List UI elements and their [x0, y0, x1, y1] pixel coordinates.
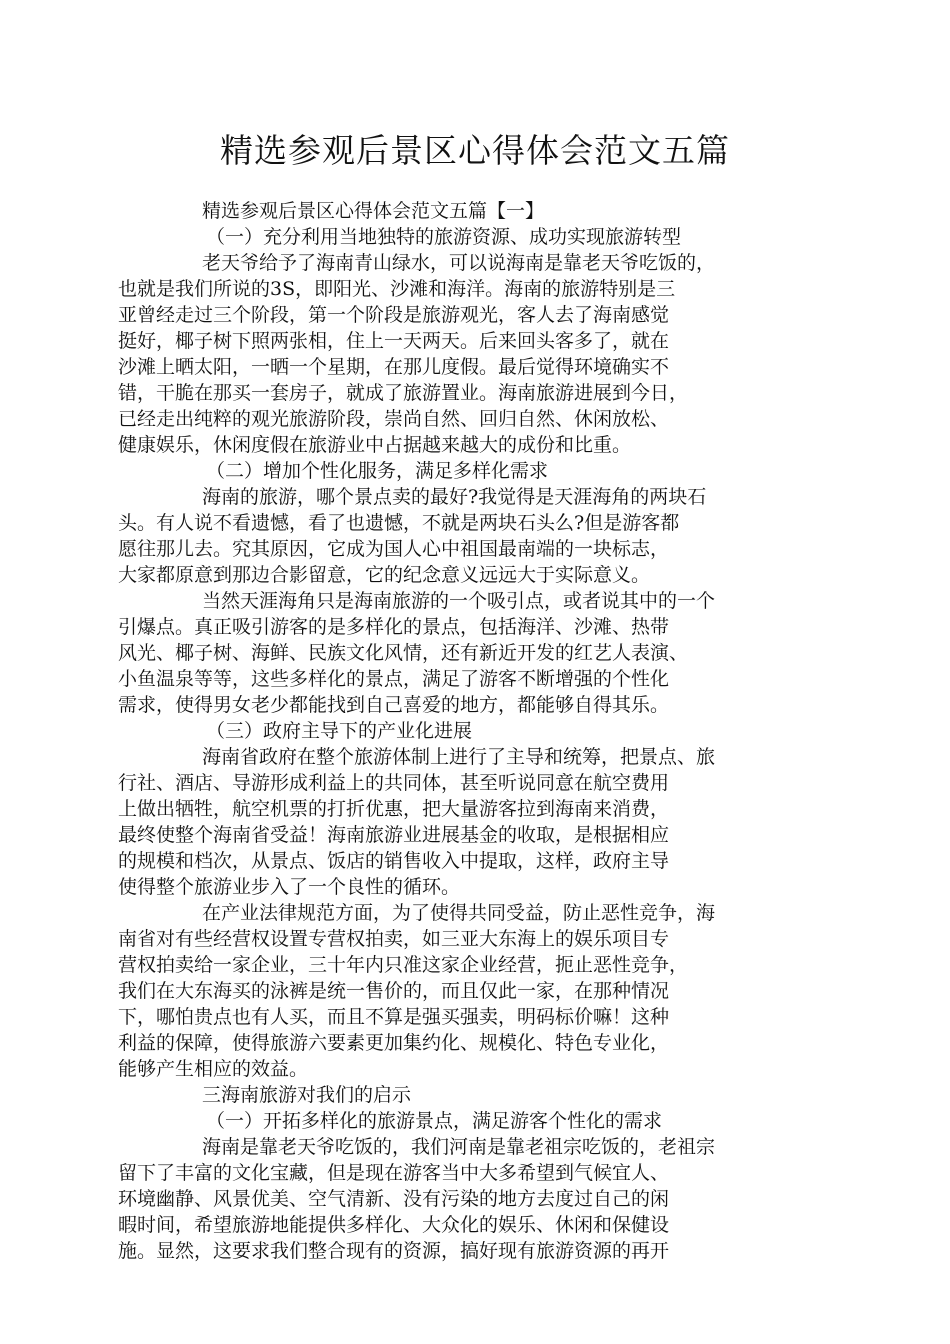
paragraph-line: 留下了丰富的文化宝藏，但是现在游客当中大多希望到气候宜人、 [118, 1162, 670, 1184]
paragraph-line: 最终使整个海南省受益！海南旅游业进展基金的收取，是根据相应 [118, 824, 670, 846]
paragraph-line: 上做出牺牲，航空机票的打折优惠，把大量游客拉到海南来消费， [118, 798, 670, 820]
paragraph-line: 需求，使得男女老少都能找到自己喜爱的地方，都能够自得其乐。 [118, 694, 670, 716]
paragraph-line: 海南省政府在整个旅游体制上进行了主导和统筹，把景点、旅 [202, 746, 716, 768]
section-heading: 精选参观后景区心得体会范文五篇【一】 [202, 200, 545, 222]
paragraph-line: 亚曾经走过三个阶段，第一个阶段是旅游观光，客人去了海南感觉 [118, 304, 670, 326]
subheading: （一）开拓多样化的旅游景点，满足游客个性化的需求 [206, 1110, 663, 1132]
paragraph-line: 已经走出纯粹的观光旅游阶段，崇尚自然、回归自然、休闲放松、 [118, 408, 670, 430]
paragraph-line: 头。有人说不看遗憾，看了也遗憾，不就是两块石头么?但是游客都 [118, 512, 680, 534]
paragraph-line: 能够产生相应的效益。 [118, 1058, 309, 1080]
paragraph-line: 三海南旅游对我们的启示 [202, 1084, 412, 1106]
paragraph-line: 暇时间，希望旅游地能提供多样化、大众化的娱乐、休闲和保健设 [118, 1214, 670, 1236]
paragraph-line: 我们在大东海买的泳裤是统一售价的，而且仅此一家，在那种情况 [118, 980, 670, 1002]
paragraph-line: 环境幽静、风景优美、空气清新、没有污染的地方去度过自己的闲 [118, 1188, 670, 1210]
paragraph-line: 沙滩上晒太阳，一晒一个星期，在那儿度假。最后觉得环境确实不 [118, 356, 670, 378]
paragraph-line: 挺好，椰子树下照两张相，住上一天两天。后来回头客多了，就在 [118, 330, 670, 352]
paragraph-line: 大家都原意到那边合影留意，它的纪念意义远远大于实际意义。 [118, 564, 651, 586]
document-title: 精选参观后景区心得体会范文五篇 [220, 131, 730, 170]
paragraph-line: 使得整个旅游业步入了一个良性的循环。 [118, 876, 461, 898]
paragraph-line: 也就是我们所说的3S，即阳光、沙滩和海洋。海南的旅游特别是三 [118, 278, 676, 300]
paragraph-line: 海南的旅游，哪个景点卖的最好?我觉得是天涯海角的两块石 [202, 486, 707, 508]
paragraph-line: 当然天涯海角只是海南旅游的一个吸引点，或者说其中的一个 [202, 590, 716, 612]
paragraph-line: 利益的保障，使得旅游六要素更加集约化、规模化、特色专业化， [118, 1032, 670, 1054]
paragraph-line: 小鱼温泉等等，这些多样化的景点，满足了游客不断增强的个性化 [118, 668, 670, 690]
subheading: （三）政府主导下的产业化进展 [206, 720, 473, 742]
paragraph-line: 风光、椰子树、海鲜、民族文化风情，还有新近开发的红艺人表演、 [118, 642, 689, 664]
paragraph-line: 海南是靠老天爷吃饭的，我们河南是靠老祖宗吃饭的，老祖宗 [202, 1136, 716, 1158]
paragraph-line: 下，哪怕贵点也有人买，而且不算是强买强卖，明码标价嘛！这种 [118, 1006, 670, 1028]
paragraph-line: 营权拍卖给一家企业，三十年内只准这家企业经营，扼止恶性竞争， [118, 954, 689, 976]
paragraph-line: 错，干脆在那买一套房子，就成了旅游置业。海南旅游进展到今日， [118, 382, 689, 404]
paragraph-line: 健康娱乐，休闲度假在旅游业中占据越来越大的成份和比重。 [118, 434, 632, 456]
subheading: （一）充分利用当地独特的旅游资源、成功实现旅游转型 [206, 226, 682, 248]
paragraph-line: 的规模和档次，从景点、饭店的销售收入中提取，这样，政府主导 [118, 850, 670, 872]
paragraph-line: 愿往那儿去。究其原因，它成为国人心中祖国最南端的一块标志， [118, 538, 670, 560]
paragraph-line: 南省对有些经营权设置专营权拍卖，如三亚大东海上的娱乐项目专 [118, 928, 670, 950]
subheading: （二）增加个性化服务，满足多样化需求 [206, 460, 549, 482]
paragraph-line: 行社、酒店、导游形成利益上的共同体，甚至听说同意在航空费用 [118, 772, 670, 794]
paragraph-line: 在产业法律规范方面，为了使得共同受益，防止恶性竞争，海 [202, 902, 716, 924]
document-body [118, 198, 828, 1264]
paragraph-line: 老天爷给予了海南青山绿水，可以说海南是靠老天爷吃饭的， [202, 252, 716, 274]
paragraph-line: 施。显然，这要求我们整合现有的资源，搞好现有旅游资源的再开 [118, 1240, 670, 1262]
paragraph-line: 引爆点。真正吸引游客的是多样化的景点，包括海洋、沙滩、热带 [118, 616, 670, 638]
